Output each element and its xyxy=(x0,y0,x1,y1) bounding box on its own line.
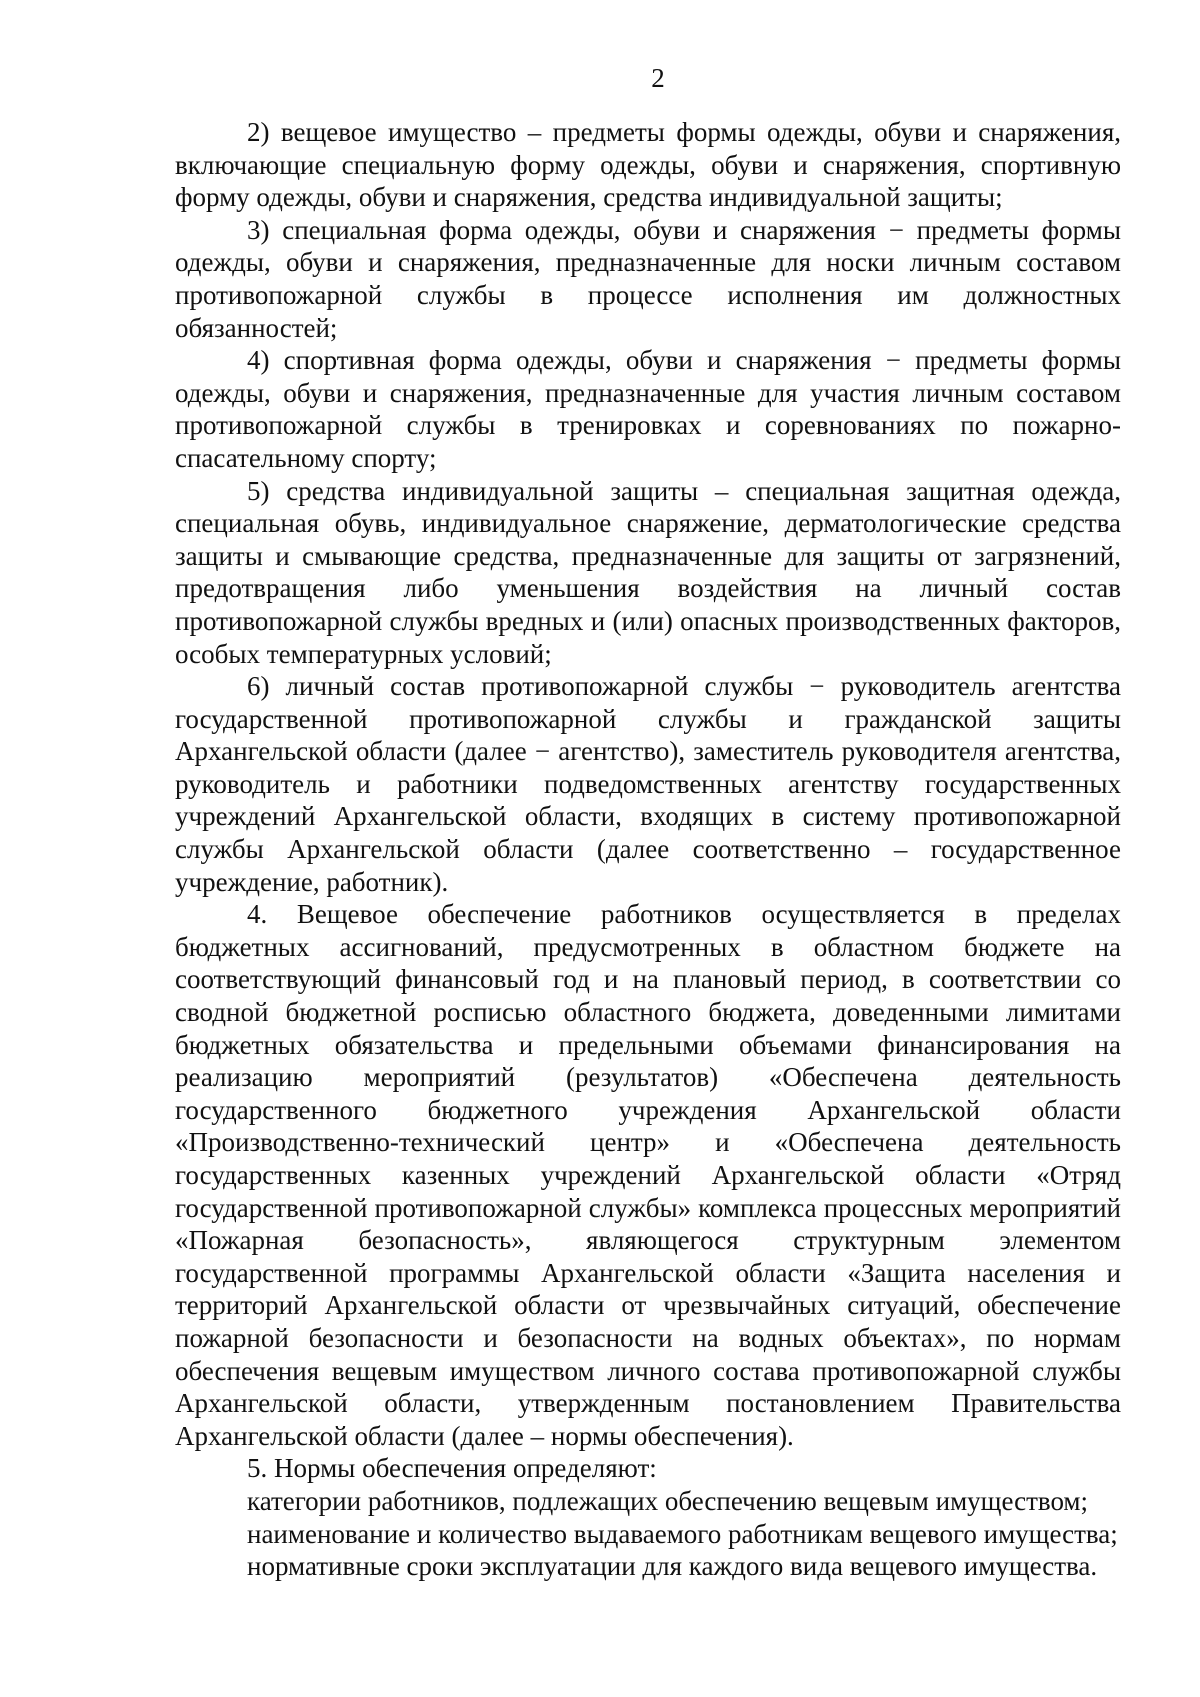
paragraph-item-4: 4) спортивная форма одежды, обуви и снаряжения − предметы формы одежды, обуви и снаряжения, предназначенные для участия личным составом противопожарной службы в тренировках и соревнованиях по пожарно-спасательному спорту; xyxy=(175,345,1121,473)
document-page xyxy=(175,62,1121,1583)
list-item: категории работников, подлежащих обеспечению вещевым имуществом; xyxy=(247,1485,1089,1516)
list-item: наименование и количество выдаваемого работникам вещевого имущества; xyxy=(247,1518,1118,1549)
paragraph-section-5: 5. Нормы обеспечения определяют: xyxy=(247,1453,657,1484)
page-number: 2 xyxy=(651,63,665,93)
list-item: нормативные сроки эксплуатации для каждого вида вещевого имущества. xyxy=(247,1551,1098,1582)
paragraph-section-4: 4. Вещевое обеспечение работников осуществляется в пределах бюджетных ассигнований, предусмотренных в областном бюджете на соответствующий финансовый год и на плановый период, в соответствии со сводной бюджетной росписью областного бюджета, доведенными лимитами бюджетных обязательства и предельными объемами финансирования на реализацию мероприятий (результатов) «Обеспечена деятельность государственного бюджетного учреждения Архангельской области «Производственно-технический центр» и «Обеспечена деятельность государственных казенных учреждений Архангельской области «Отряд государственной противопожарной службы» комплекса процессных мероприятий «Пожарная безопасность», являющегося структурным элементом государственной программы Архангельской области «Защита населения и территорий Архангельской области от чрезвычайных ситуаций, обеспечение пожарной безопасности и безопасности на водных объектах», по нормам обеспечения вещевым имуществом личного состава противопожарной службы Архангельской области, утвержденным постановлением Правительства Архангельской области (далее – нормы обеспечения). xyxy=(175,899,1121,1451)
paragraph-item-3: 3) специальная форма одежды, обуви и снаряжения − предметы формы одежды, обуви и снаряжения, предназначенные для носки личным составом противопожарной службы в процессе исполнения им должностных обязанностей; xyxy=(175,214,1121,343)
paragraph-item-5: 5) средства индивидуальной защиты – специальная защитная одежда, специальная обувь, индивидуальное снаряжение, дерматологические средства защиты и смывающие средства, предназначенные для защиты от загрязнений, предотвращения либо уменьшения воздействия на личный состав противопожарной службы вредных и (или) опасных производственных факторов, особых температурных условий; xyxy=(175,475,1121,669)
paragraph-item-2: 2) вещевое имущество – предметы формы одежды, обуви и снаряжения, включающие специальную форму одежды, обуви и снаряжения, спортивную форму одежды, обуви и снаряжения, средства индивидуальной защиты; xyxy=(175,117,1121,213)
paragraph-item-6: 6) личный состав противопожарной службы − руководитель агентства государственной противопожарной службы и гражданской защиты Архангельской области (далее − агентство), заместитель руководителя агентства, руководитель и работники подведомственных агентству государственных учреждений Архангельской области, входящих в систему противопожарной службы Архангельской области (далее соответственно – государственное учреждение, работник). xyxy=(175,671,1121,897)
